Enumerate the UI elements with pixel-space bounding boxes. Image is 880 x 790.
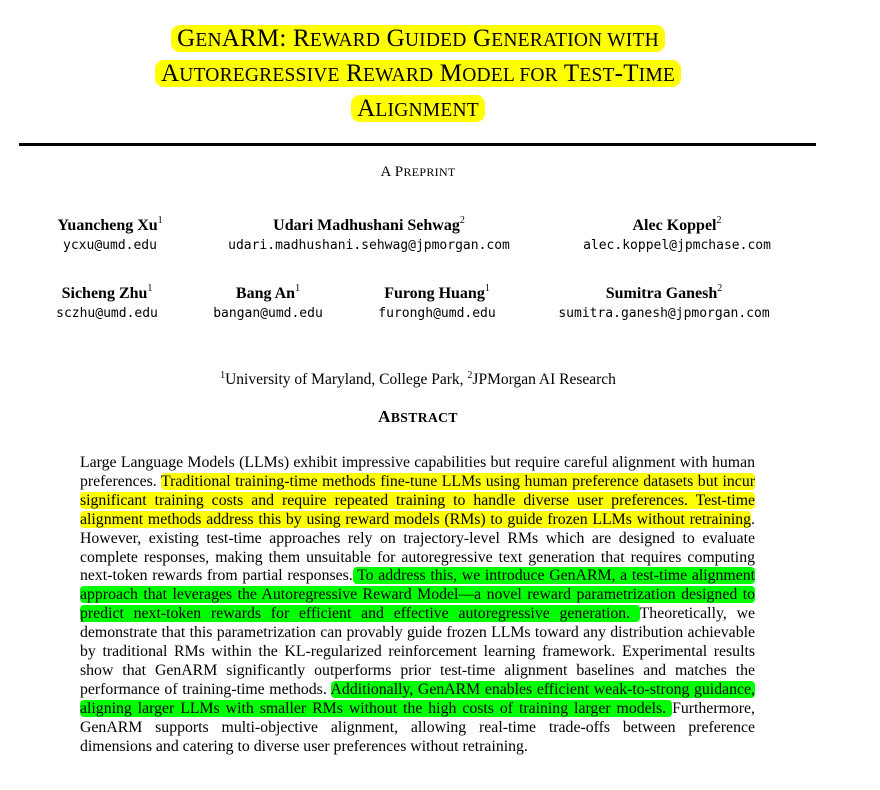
author-block — [213, 284, 323, 323]
author-block — [583, 216, 771, 255]
author-name: Udari Madhushani Sehwag$^2$ — [273, 215, 465, 234]
author-email[interactable]: furongh@umd.edu — [378, 306, 496, 321]
author-block — [378, 284, 495, 323]
abstract-segment: Theoretically, we demonstrate that this parametrization can provably guide frozen LLMs toward any distribution achievable by traditional RMs within the KL-regularized reinforcement learning framework. Experimental results show that GenARM significantly outperforms prior test-time alignment baselines and matches the performance of training-time methods. — [80, 605, 755, 698]
author-block — [57, 216, 162, 255]
abstract-segment: . However, existing test-time approaches rely on trajectory-level RMs which are designed to evaluate complete responses, making them unsuitable for autoregressive text generation that requires computing next-token rewards from partial responses. — [80, 510, 755, 585]
abstract-heading: ABSTRACT — [378, 407, 458, 426]
author-email[interactable]: sczhu@umd.edu — [56, 306, 158, 321]
author-email[interactable]: alec.koppel@jpmchase.com — [583, 238, 771, 253]
author-name: Furong Huang$^1$ — [384, 283, 490, 302]
abstract-segment: Furthermore, GenARM supports multi-objective alignment, allowing real-time trade-offs between preference dimensions and catering to diverse user preferences without retraining. — [80, 699, 755, 755]
author-name: Sumitra Ganesh$^2$ — [605, 283, 723, 302]
author-block — [558, 284, 769, 323]
affiliations: $^1$University of Maryland, College Park, $^2$JPMorgan AI Research — [220, 370, 616, 388]
abstract-segment-highlight-yellow: Traditional training-time methods fine-tune LLMs using human preference datasets but incur significant training costs and require repeated training to handle diverse user preferences. Test-time alignment methods address this by using reward models (RMs) to guide frozen LLMs without retraining — [80, 472, 755, 528]
author-block — [56, 284, 158, 323]
author-email[interactable]: bangan@umd.edu — [213, 306, 323, 321]
abstract-segment: Large Language Models (LLMs) exhibit impressive capabilities but require careful alignment with human preferences. — [80, 454, 755, 490]
author-name: Bang An$^1$ — [235, 283, 301, 302]
author-email[interactable]: sumitra.ganesh@jpmorgan.com — [558, 306, 770, 321]
abstract-segment-highlight-green: To address this, we introduce GenARM, a test-time alignment approach that leverages the Autoregressive Reward Model—a novel reward parametrization designed to predict next-token rewards for efficient and effective autoregressive generation. — [80, 567, 756, 623]
title-rule — [19, 143, 816, 146]
preprint-label: A PREPRINT — [380, 164, 456, 180]
abstract-body — [80, 454, 755, 757]
title-line-3: ALIGNMENT — [0, 92, 836, 127]
author-name: Sicheng Zhu$^1$ — [61, 283, 153, 302]
paper-title — [0, 22, 836, 127]
author-block — [228, 216, 510, 255]
author-name: Yuancheng Xu$^1$ — [57, 215, 163, 234]
abstract-segment-highlight-green: Additionally, GenARM enables efficient weak-to-strong guidance, aligning larger LLMs with smaller RMs without the high costs of training larger models. — [80, 680, 755, 717]
author-email[interactable]: ycxu@umd.edu — [63, 238, 157, 253]
author-name: Alec Koppel$^2$ — [632, 215, 722, 234]
author-email[interactable]: udari.madhushani.sehwag@jpmorgan.com — [228, 238, 510, 253]
title-line-2: AUTOREGRESSIVE REWARD MODEL FOR TEST-TIME — [0, 57, 836, 92]
title-line-1: GENARM: REWARD GUIDED GENERATION WITH — [0, 22, 836, 57]
